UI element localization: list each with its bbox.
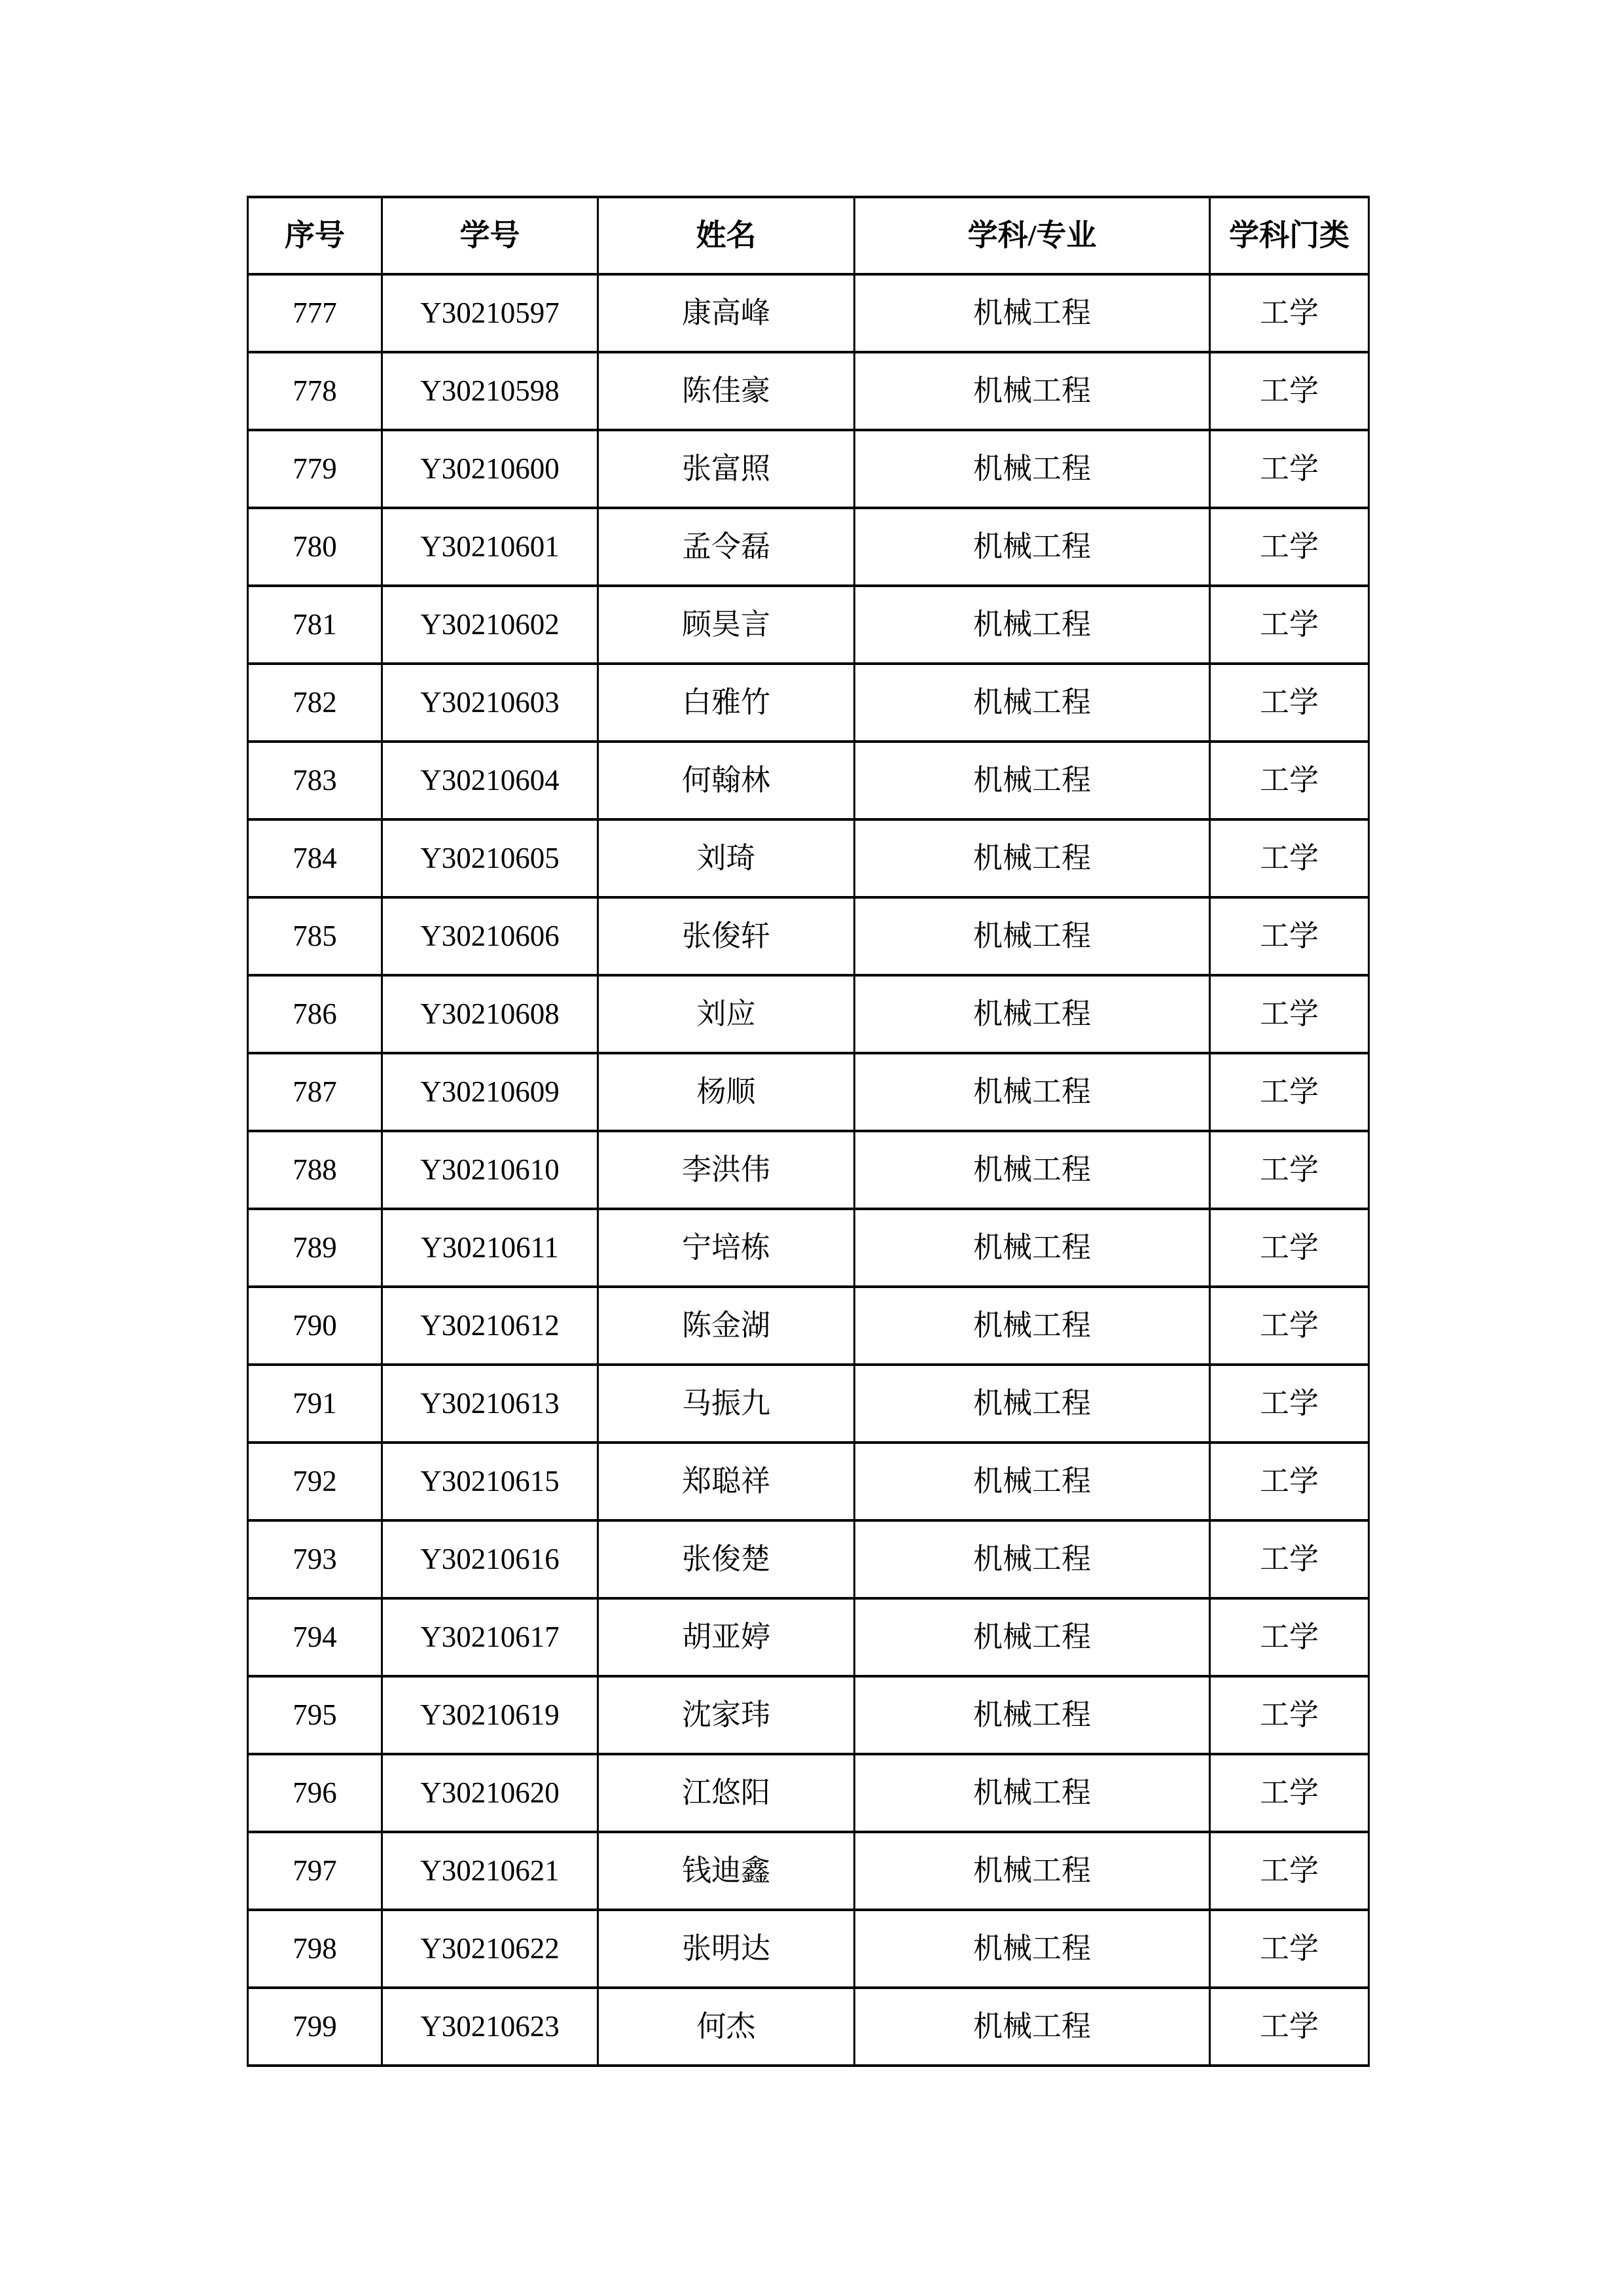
table-row xyxy=(248,975,1369,1053)
cell-name: 康高峰 xyxy=(598,274,855,352)
cell-category: 工学 xyxy=(1210,1443,1369,1520)
cell-major: 机械工程 xyxy=(855,1520,1210,1598)
table-row xyxy=(248,508,1369,586)
cell-name: 刘应 xyxy=(598,975,855,1053)
cell-category: 工学 xyxy=(1210,1287,1369,1365)
table-row xyxy=(248,352,1369,430)
cell-name: 孟令磊 xyxy=(598,508,855,586)
cell-category: 工学 xyxy=(1210,742,1369,819)
cell-category: 工学 xyxy=(1210,586,1369,664)
column-header-name: 姓名 xyxy=(598,197,855,274)
cell-name: 杨顺 xyxy=(598,1053,855,1131)
cell-major: 机械工程 xyxy=(855,1053,1210,1131)
cell-category: 工学 xyxy=(1210,664,1369,742)
cell-major: 机械工程 xyxy=(855,274,1210,352)
table-row xyxy=(248,819,1369,897)
table-row xyxy=(248,274,1369,352)
cell-category: 工学 xyxy=(1210,1988,1369,2066)
cell-index: 784 xyxy=(248,819,382,897)
cell-index: 796 xyxy=(248,1754,382,1832)
cell-index: 782 xyxy=(248,664,382,742)
cell-name: 张俊楚 xyxy=(598,1520,855,1598)
cell-name: 陈佳豪 xyxy=(598,352,855,430)
cell-index: 781 xyxy=(248,586,382,664)
column-header-category: 学科门类 xyxy=(1210,197,1369,274)
cell-category: 工学 xyxy=(1210,1365,1369,1443)
cell-category: 工学 xyxy=(1210,1832,1369,1910)
cell-category: 工学 xyxy=(1210,1598,1369,1676)
cell-student-id: Y30210611 xyxy=(382,1209,598,1287)
cell-name: 郑聪祥 xyxy=(598,1443,855,1520)
cell-name: 沈家玮 xyxy=(598,1676,855,1754)
cell-major: 机械工程 xyxy=(855,508,1210,586)
cell-major: 机械工程 xyxy=(855,897,1210,975)
cell-name: 何翰林 xyxy=(598,742,855,819)
table-row xyxy=(248,742,1369,819)
cell-major: 机械工程 xyxy=(855,1754,1210,1832)
cell-category: 工学 xyxy=(1210,1676,1369,1754)
cell-major: 机械工程 xyxy=(855,1832,1210,1910)
cell-student-id: Y30210612 xyxy=(382,1287,598,1365)
cell-category: 工学 xyxy=(1210,1910,1369,1988)
table-row xyxy=(248,1988,1369,2066)
cell-major: 机械工程 xyxy=(855,1209,1210,1287)
cell-category: 工学 xyxy=(1210,430,1369,508)
cell-name: 江悠阳 xyxy=(598,1754,855,1832)
table-row xyxy=(248,1287,1369,1365)
table-row xyxy=(248,1676,1369,1754)
cell-student-id: Y30210616 xyxy=(382,1520,598,1598)
cell-major: 机械工程 xyxy=(855,586,1210,664)
cell-name: 白雅竹 xyxy=(598,664,855,742)
cell-index: 792 xyxy=(248,1443,382,1520)
cell-index: 790 xyxy=(248,1287,382,1365)
cell-student-id: Y30210606 xyxy=(382,897,598,975)
table-row xyxy=(248,1053,1369,1131)
cell-student-id: Y30210620 xyxy=(382,1754,598,1832)
column-header-major: 学科/专业 xyxy=(855,197,1210,274)
cell-name: 陈金湖 xyxy=(598,1287,855,1365)
table-row xyxy=(248,430,1369,508)
cell-student-id: Y30210604 xyxy=(382,742,598,819)
table-row xyxy=(248,1131,1369,1209)
cell-major: 机械工程 xyxy=(855,1910,1210,1988)
cell-name: 胡亚婷 xyxy=(598,1598,855,1676)
cell-name: 宁培栋 xyxy=(598,1209,855,1287)
cell-student-id: Y30210610 xyxy=(382,1131,598,1209)
table-row xyxy=(248,1598,1369,1676)
cell-index: 780 xyxy=(248,508,382,586)
cell-name: 李洪伟 xyxy=(598,1131,855,1209)
cell-name: 张明达 xyxy=(598,1910,855,1988)
cell-student-id: Y30210609 xyxy=(382,1053,598,1131)
cell-index: 785 xyxy=(248,897,382,975)
cell-index: 788 xyxy=(248,1131,382,1209)
cell-name: 顾昊言 xyxy=(598,586,855,664)
cell-category: 工学 xyxy=(1210,352,1369,430)
cell-name: 刘琦 xyxy=(598,819,855,897)
cell-student-id: Y30210608 xyxy=(382,975,598,1053)
cell-index: 793 xyxy=(248,1520,382,1598)
cell-index: 786 xyxy=(248,975,382,1053)
cell-category: 工学 xyxy=(1210,1754,1369,1832)
cell-major: 机械工程 xyxy=(855,819,1210,897)
table-row xyxy=(248,1520,1369,1598)
cell-name: 马振九 xyxy=(598,1365,855,1443)
cell-major: 机械工程 xyxy=(855,430,1210,508)
cell-index: 798 xyxy=(248,1910,382,1988)
cell-major: 机械工程 xyxy=(855,1598,1210,1676)
cell-index: 799 xyxy=(248,1988,382,2066)
cell-name: 张富照 xyxy=(598,430,855,508)
column-header-index: 序号 xyxy=(248,197,382,274)
cell-category: 工学 xyxy=(1210,1209,1369,1287)
cell-major: 机械工程 xyxy=(855,1443,1210,1520)
table-row xyxy=(248,1754,1369,1832)
cell-category: 工学 xyxy=(1210,1053,1369,1131)
cell-category: 工学 xyxy=(1210,975,1369,1053)
cell-major: 机械工程 xyxy=(855,1365,1210,1443)
cell-category: 工学 xyxy=(1210,274,1369,352)
cell-major: 机械工程 xyxy=(855,352,1210,430)
cell-student-id: Y30210621 xyxy=(382,1832,598,1910)
cell-major: 机械工程 xyxy=(855,1988,1210,2066)
cell-student-id: Y30210615 xyxy=(382,1443,598,1520)
cell-student-id: Y30210597 xyxy=(382,274,598,352)
header-row xyxy=(248,197,1369,274)
table-row xyxy=(248,586,1369,664)
cell-student-id: Y30210617 xyxy=(382,1598,598,1676)
table-row xyxy=(248,897,1369,975)
cell-student-id: Y30210598 xyxy=(382,352,598,430)
cell-index: 795 xyxy=(248,1676,382,1754)
cell-student-id: Y30210605 xyxy=(382,819,598,897)
cell-index: 791 xyxy=(248,1365,382,1443)
table-row xyxy=(248,1443,1369,1520)
student-roster-table xyxy=(247,196,1370,2067)
cell-major: 机械工程 xyxy=(855,1131,1210,1209)
cell-major: 机械工程 xyxy=(855,1287,1210,1365)
cell-index: 789 xyxy=(248,1209,382,1287)
cell-index: 794 xyxy=(248,1598,382,1676)
cell-category: 工学 xyxy=(1210,508,1369,586)
cell-name: 钱迪鑫 xyxy=(598,1832,855,1910)
table-body xyxy=(248,274,1369,2066)
cell-student-id: Y30210603 xyxy=(382,664,598,742)
cell-index: 797 xyxy=(248,1832,382,1910)
table-row xyxy=(248,1832,1369,1910)
cell-name: 张俊轩 xyxy=(598,897,855,975)
cell-category: 工学 xyxy=(1210,1131,1369,1209)
cell-major: 机械工程 xyxy=(855,664,1210,742)
table-header xyxy=(248,197,1369,274)
cell-major: 机械工程 xyxy=(855,1676,1210,1754)
cell-student-id: Y30210601 xyxy=(382,508,598,586)
cell-student-id: Y30210622 xyxy=(382,1910,598,1988)
table-row xyxy=(248,1365,1369,1443)
cell-index: 779 xyxy=(248,430,382,508)
cell-index: 778 xyxy=(248,352,382,430)
cell-major: 机械工程 xyxy=(855,742,1210,819)
cell-student-id: Y30210602 xyxy=(382,586,598,664)
table-row xyxy=(248,664,1369,742)
cell-student-id: Y30210623 xyxy=(382,1988,598,2066)
cell-index: 777 xyxy=(248,274,382,352)
cell-major: 机械工程 xyxy=(855,975,1210,1053)
cell-student-id: Y30210619 xyxy=(382,1676,598,1754)
table-row xyxy=(248,1209,1369,1287)
cell-index: 787 xyxy=(248,1053,382,1131)
cell-category: 工学 xyxy=(1210,1520,1369,1598)
table-row xyxy=(248,1910,1369,1988)
cell-index: 783 xyxy=(248,742,382,819)
cell-student-id: Y30210613 xyxy=(382,1365,598,1443)
cell-student-id: Y30210600 xyxy=(382,430,598,508)
cell-name: 何杰 xyxy=(598,1988,855,2066)
column-header-student-id: 学号 xyxy=(382,197,598,274)
cell-category: 工学 xyxy=(1210,819,1369,897)
cell-category: 工学 xyxy=(1210,897,1369,975)
